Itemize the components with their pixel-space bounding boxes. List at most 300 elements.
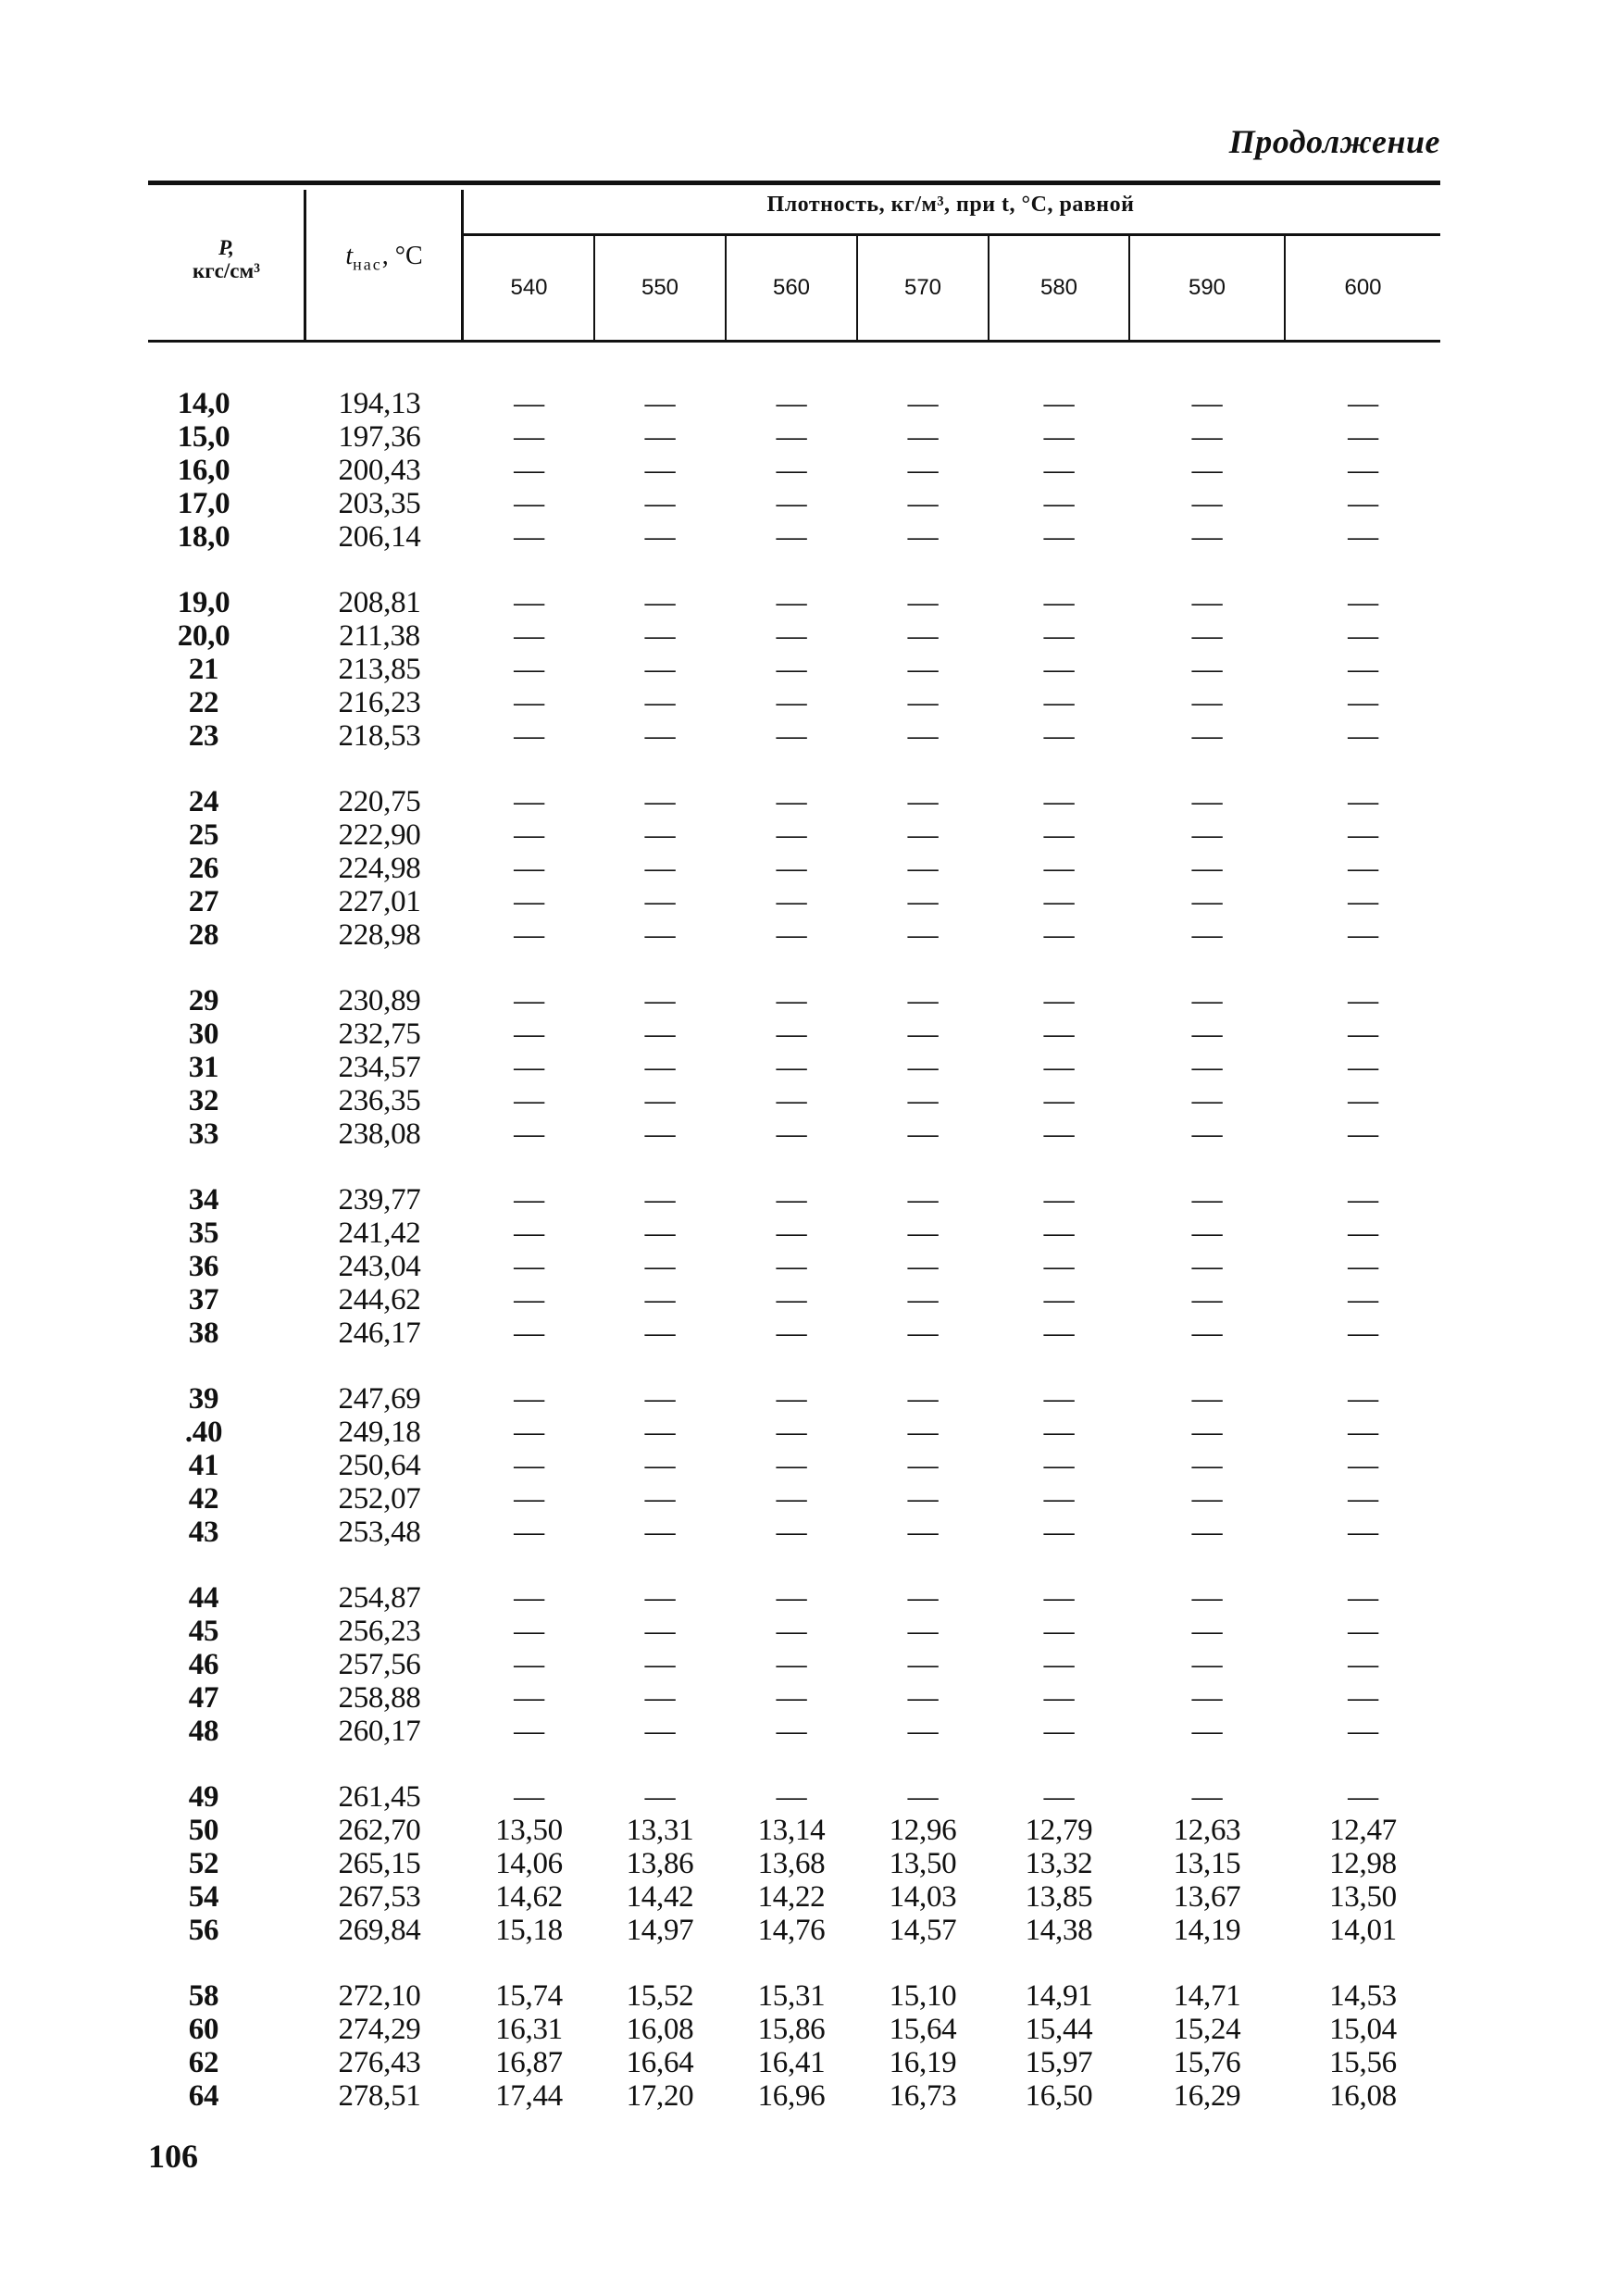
density-cell: — xyxy=(1043,487,1075,520)
column-header: 590 xyxy=(1188,275,1226,300)
density-cell: — xyxy=(644,852,676,885)
density-cell: 12,63 xyxy=(1173,1814,1241,1847)
density-cell: — xyxy=(907,1516,939,1549)
saturation-temp-cell: 197,36 xyxy=(338,420,421,454)
density-cell: 16,96 xyxy=(757,2079,826,2113)
density-cell: 16,08 xyxy=(626,2013,694,2046)
density-cell: — xyxy=(1043,1780,1075,1814)
density-cell: — xyxy=(1191,984,1223,1017)
density-cell: — xyxy=(514,1217,544,1250)
saturation-temp-cell: 272,10 xyxy=(338,1979,421,2013)
table-row xyxy=(0,454,1618,487)
density-cell: — xyxy=(644,719,676,753)
density-cell: 16,50 xyxy=(1025,2079,1093,2113)
density-cell: — xyxy=(644,420,676,454)
density-cell: — xyxy=(1043,852,1075,885)
density-cell: — xyxy=(644,686,676,719)
table-row xyxy=(0,586,1618,619)
table-row xyxy=(0,1316,1618,1350)
density-cell: 15,44 xyxy=(1025,2013,1093,2046)
density-cell: — xyxy=(1348,1017,1378,1051)
pressure-cell: 60 xyxy=(188,2013,219,2046)
table-row xyxy=(0,1715,1618,1748)
pressure-cell: 44 xyxy=(188,1581,219,1615)
density-cell: — xyxy=(1043,619,1075,653)
density-cell: 14,01 xyxy=(1329,1914,1397,1947)
table-row xyxy=(0,1780,1618,1814)
density-cell: — xyxy=(1191,619,1223,653)
density-cell: — xyxy=(776,1283,807,1316)
density-cell: — xyxy=(1348,1482,1378,1516)
table-row xyxy=(0,1814,1618,1847)
group-underline-rule xyxy=(463,233,1440,236)
density-cell: 15,24 xyxy=(1173,2013,1241,2046)
density-cell: 16,29 xyxy=(1173,2079,1241,2113)
density-cell: — xyxy=(644,1051,676,1084)
pressure-cell: 30 xyxy=(188,1017,219,1051)
density-cell: — xyxy=(514,520,544,554)
density-cell: — xyxy=(1348,619,1378,653)
density-cell: — xyxy=(1191,1250,1223,1283)
table-row xyxy=(0,686,1618,719)
density-cell: — xyxy=(776,487,807,520)
density-cell: — xyxy=(1043,1250,1075,1283)
density-cell: — xyxy=(776,1117,807,1151)
density-cell: — xyxy=(776,885,807,918)
saturation-temp-cell: 208,81 xyxy=(338,586,421,619)
density-cell: — xyxy=(1348,387,1378,420)
density-cell: — xyxy=(1191,420,1223,454)
pressure-cell: 29 xyxy=(188,984,219,1017)
density-cell: — xyxy=(644,1316,676,1350)
density-cell: 14,38 xyxy=(1025,1914,1093,1947)
density-cell: — xyxy=(907,1581,939,1615)
density-cell: 15,74 xyxy=(495,1979,563,2013)
table-row xyxy=(0,1847,1618,1880)
density-cell: — xyxy=(644,1250,676,1283)
pressure-cell: 36 xyxy=(188,1250,219,1283)
density-cell: — xyxy=(644,984,676,1017)
density-cell: — xyxy=(644,520,676,554)
density-cell: — xyxy=(1348,1183,1378,1217)
density-cell: — xyxy=(776,1648,807,1681)
saturation-temp-cell: 222,90 xyxy=(338,818,421,852)
density-cell: — xyxy=(644,1117,676,1151)
density-cell: — xyxy=(776,686,807,719)
density-cell: 13,85 xyxy=(1025,1880,1093,1914)
density-cell: — xyxy=(1191,686,1223,719)
density-cell: — xyxy=(644,1416,676,1449)
density-cell: — xyxy=(1191,1648,1223,1681)
density-cell: — xyxy=(1348,653,1378,686)
density-cell: 14,19 xyxy=(1173,1914,1241,1947)
pressure-cell: 14,0 xyxy=(177,387,230,420)
density-cell: 15,10 xyxy=(889,1979,957,2013)
saturation-temp-cell: 216,23 xyxy=(338,686,421,719)
saturation-temp-cell: 257,56 xyxy=(338,1648,421,1681)
density-cell: — xyxy=(1191,586,1223,619)
pressure-header xyxy=(150,236,303,283)
pressure-cell: 48 xyxy=(188,1715,219,1748)
saturation-temp-cell: 249,18 xyxy=(338,1416,421,1449)
density-cell: 15,97 xyxy=(1025,2046,1093,2079)
density-cell: 16,31 xyxy=(495,2013,563,2046)
density-cell: 13,32 xyxy=(1025,1847,1093,1880)
pressure-cell: 58 xyxy=(188,1979,219,2013)
saturation-temp-cell: 260,17 xyxy=(338,1715,421,1748)
density-cell: — xyxy=(1348,487,1378,520)
saturation-temp-cell: 234,57 xyxy=(338,1051,421,1084)
table-row xyxy=(0,885,1618,918)
saturation-temp-cell: 247,69 xyxy=(338,1382,421,1416)
saturation-temp-cell: 218,53 xyxy=(338,719,421,753)
saturation-temp-cell: 256,23 xyxy=(338,1615,421,1648)
density-cell: 15,04 xyxy=(1329,2013,1397,2046)
pressure-cell: 19,0 xyxy=(177,586,230,619)
pressure-cell: 56 xyxy=(188,1914,219,1947)
table-row xyxy=(0,1516,1618,1549)
density-cell: — xyxy=(1348,1316,1378,1350)
density-cell: — xyxy=(1043,1217,1075,1250)
density-cell: — xyxy=(1043,1316,1075,1350)
density-cell: — xyxy=(1348,420,1378,454)
density-cell: 14,97 xyxy=(626,1914,694,1947)
table-row xyxy=(0,785,1618,818)
table-row xyxy=(0,1250,1618,1283)
density-cell: 16,73 xyxy=(889,2079,957,2113)
density-cell: — xyxy=(1191,1449,1223,1482)
density-cell: — xyxy=(514,653,544,686)
density-cell: — xyxy=(776,454,807,487)
pressure-cell: 34 xyxy=(188,1183,219,1217)
saturation-temp-cell: 230,89 xyxy=(338,984,421,1017)
density-cell: — xyxy=(907,1250,939,1283)
density-cell: 14,62 xyxy=(495,1880,563,1914)
pressure-cell: 31 xyxy=(188,1051,219,1084)
saturation-temp-cell: 220,75 xyxy=(338,785,421,818)
density-cell: — xyxy=(907,1648,939,1681)
table-row xyxy=(0,1449,1618,1482)
density-cell: — xyxy=(514,487,544,520)
density-cell: 13,31 xyxy=(626,1814,694,1847)
density-cell: — xyxy=(907,1316,939,1350)
density-cell: — xyxy=(1043,1183,1075,1217)
density-cell: 14,57 xyxy=(889,1914,957,1947)
density-cell: — xyxy=(1348,1681,1378,1715)
saturation-temp-cell: 254,87 xyxy=(338,1581,421,1615)
column-header: 570 xyxy=(903,275,942,300)
density-cell: — xyxy=(907,586,939,619)
density-cell: — xyxy=(514,1117,544,1151)
density-cell: — xyxy=(776,1516,807,1549)
table-row xyxy=(0,1217,1618,1250)
density-cell: — xyxy=(907,1615,939,1648)
density-cell: — xyxy=(1043,1117,1075,1151)
table-row xyxy=(0,1648,1618,1681)
table-row xyxy=(0,2013,1618,2046)
density-cell: — xyxy=(776,1250,807,1283)
density-cell: — xyxy=(1348,1084,1378,1117)
density-cell: — xyxy=(644,454,676,487)
table-row xyxy=(0,818,1618,852)
density-cell: — xyxy=(776,1183,807,1217)
table-top-rule xyxy=(148,181,1440,185)
density-cell: — xyxy=(907,1715,939,1748)
pressure-cell: 20,0 xyxy=(177,619,230,653)
table-row xyxy=(0,1880,1618,1914)
density-cell: — xyxy=(1348,454,1378,487)
table-row xyxy=(0,1084,1618,1117)
density-cell: 12,47 xyxy=(1329,1814,1397,1847)
density-cell: — xyxy=(514,1051,544,1084)
saturation-temp-cell: 227,01 xyxy=(338,885,421,918)
density-cell: — xyxy=(1191,1017,1223,1051)
density-cell: — xyxy=(514,1017,544,1051)
density-cell: — xyxy=(776,653,807,686)
density-cell: — xyxy=(644,1084,676,1117)
density-cell: — xyxy=(644,1382,676,1416)
density-cell: — xyxy=(514,387,544,420)
saturation-temp-cell: 200,43 xyxy=(338,454,421,487)
density-cell: — xyxy=(644,1183,676,1217)
density-cell: — xyxy=(776,1681,807,1715)
density-cell: — xyxy=(776,785,807,818)
density-cell: 14,03 xyxy=(889,1880,957,1914)
column-header: 560 xyxy=(772,275,811,300)
density-cell: — xyxy=(1043,1681,1075,1715)
density-cell: — xyxy=(1043,1648,1075,1681)
density-cell: — xyxy=(1043,918,1075,952)
pressure-cell: 37 xyxy=(188,1283,219,1316)
density-cell: — xyxy=(1348,1382,1378,1416)
density-cell: — xyxy=(644,619,676,653)
density-cell: — xyxy=(514,1615,544,1648)
density-cell: — xyxy=(907,1084,939,1117)
density-cell: — xyxy=(1348,1715,1378,1748)
density-cell: — xyxy=(644,1017,676,1051)
temp-symbol: t xyxy=(345,242,354,270)
pressure-cell: 15,0 xyxy=(177,420,230,454)
density-cell: — xyxy=(514,420,544,454)
density-cell: 15,18 xyxy=(495,1914,563,1947)
density-cell: — xyxy=(776,852,807,885)
density-cell: — xyxy=(1191,387,1223,420)
saturation-temp-cell: 253,48 xyxy=(338,1516,421,1549)
density-cell: — xyxy=(514,885,544,918)
density-cell: — xyxy=(1191,852,1223,885)
temp-subscript: нас xyxy=(353,255,382,274)
table-row xyxy=(0,619,1618,653)
saturation-temp-cell: 194,13 xyxy=(338,387,421,420)
density-cell: 15,52 xyxy=(626,1979,694,2013)
density-cell: — xyxy=(1348,586,1378,619)
pressure-cell: 46 xyxy=(188,1648,219,1681)
header-bottom-rule xyxy=(148,340,1440,343)
table-row xyxy=(0,918,1618,952)
density-cell: — xyxy=(776,1017,807,1051)
table-row xyxy=(0,420,1618,454)
saturation-temp-cell: 246,17 xyxy=(338,1316,421,1350)
pressure-cell: 27 xyxy=(188,885,219,918)
page-number: 106 xyxy=(148,2138,198,2175)
density-cell: — xyxy=(907,420,939,454)
saturation-temp-cell: 261,45 xyxy=(338,1780,421,1814)
density-cell: — xyxy=(907,1017,939,1051)
density-cell: — xyxy=(907,852,939,885)
density-cell: — xyxy=(1191,1183,1223,1217)
density-cell: — xyxy=(1348,852,1378,885)
table-row xyxy=(0,1117,1618,1151)
density-cell: — xyxy=(1191,1516,1223,1549)
pressure-cell: 33 xyxy=(188,1117,219,1151)
density-cell: — xyxy=(776,1217,807,1250)
density-cell: 14,22 xyxy=(757,1880,826,1914)
density-cell: — xyxy=(514,818,544,852)
density-cell: — xyxy=(1043,387,1075,420)
density-cell: — xyxy=(1043,818,1075,852)
density-cell: — xyxy=(776,1780,807,1814)
pressure-cell: 42 xyxy=(188,1482,219,1516)
density-cell: — xyxy=(514,1780,544,1814)
pressure-cell: 38 xyxy=(188,1316,219,1350)
density-cell: — xyxy=(1043,885,1075,918)
density-cell: — xyxy=(1191,1051,1223,1084)
pressure-cell: 50 xyxy=(188,1814,219,1847)
pressure-cell: 45 xyxy=(188,1615,219,1648)
density-cell: 16,87 xyxy=(495,2046,563,2079)
density-cell: — xyxy=(1043,785,1075,818)
density-cell: — xyxy=(1348,1516,1378,1549)
density-cell: — xyxy=(907,1780,939,1814)
density-cell: — xyxy=(1043,984,1075,1017)
density-cell: — xyxy=(1348,1217,1378,1250)
saturation-temp-cell: 262,70 xyxy=(338,1814,421,1847)
density-cell: — xyxy=(1191,1581,1223,1615)
density-cell: — xyxy=(1043,420,1075,454)
density-cell: 15,86 xyxy=(757,2013,826,2046)
density-cell: — xyxy=(1191,1316,1223,1350)
density-cell: — xyxy=(1191,653,1223,686)
pressure-cell: 22 xyxy=(188,686,219,719)
density-cell: — xyxy=(907,818,939,852)
density-cell: — xyxy=(907,487,939,520)
density-cell: — xyxy=(1043,1017,1075,1051)
table-row xyxy=(0,653,1618,686)
pressure-cell: 62 xyxy=(188,2046,219,2079)
density-cell: 16,08 xyxy=(1329,2079,1397,2113)
density-cell: — xyxy=(1348,818,1378,852)
density-cell: — xyxy=(1348,1615,1378,1648)
density-cell: — xyxy=(1191,1382,1223,1416)
density-cell: — xyxy=(907,686,939,719)
saturation-temp-cell: 278,51 xyxy=(338,2079,421,2113)
density-cell: 13,50 xyxy=(889,1847,957,1880)
density-cell: — xyxy=(644,1715,676,1748)
density-cell: — xyxy=(514,1482,544,1516)
pressure-cell: 49 xyxy=(188,1780,219,1814)
density-cell: — xyxy=(1043,1382,1075,1416)
density-cell: — xyxy=(644,1681,676,1715)
density-cell: 15,56 xyxy=(1329,2046,1397,2079)
density-cell: — xyxy=(644,1217,676,1250)
density-cell: — xyxy=(644,885,676,918)
pressure-cell: 35 xyxy=(188,1217,219,1250)
saturation-temp-cell: 228,98 xyxy=(338,918,421,952)
table-row xyxy=(0,984,1618,1017)
pressure-cell: 28 xyxy=(188,918,219,952)
density-cell: — xyxy=(1043,1516,1075,1549)
density-cell: — xyxy=(907,885,939,918)
density-cell: 13,68 xyxy=(757,1847,826,1880)
density-cell: — xyxy=(1348,984,1378,1017)
table-row xyxy=(0,487,1618,520)
saturation-temp-cell: 244,62 xyxy=(338,1283,421,1316)
density-cell: — xyxy=(644,387,676,420)
density-cell: 12,79 xyxy=(1025,1814,1093,1847)
saturation-temp-cell: 211,38 xyxy=(339,619,420,653)
density-cell: — xyxy=(907,1382,939,1416)
density-cell: — xyxy=(1191,719,1223,753)
pressure-cell: 47 xyxy=(188,1681,219,1715)
density-cell: — xyxy=(514,852,544,885)
density-cell: — xyxy=(1348,719,1378,753)
density-cell: — xyxy=(907,1051,939,1084)
column-header: 540 xyxy=(510,275,548,300)
density-cell: — xyxy=(1348,1117,1378,1151)
density-cell: — xyxy=(514,686,544,719)
density-cell: — xyxy=(1348,686,1378,719)
density-cell: — xyxy=(776,387,807,420)
density-cell: — xyxy=(776,520,807,554)
density-cell: 14,91 xyxy=(1025,1979,1093,2013)
table-row xyxy=(0,1017,1618,1051)
saturation-temp-cell: 252,07 xyxy=(338,1482,421,1516)
density-cell: — xyxy=(514,785,544,818)
pressure-cell: 64 xyxy=(188,2079,219,2113)
density-cell: — xyxy=(776,984,807,1017)
density-cell: — xyxy=(776,586,807,619)
density-cell: — xyxy=(514,1581,544,1615)
density-cell: — xyxy=(907,785,939,818)
density-cell: — xyxy=(907,1183,939,1217)
table-row xyxy=(0,1615,1618,1648)
density-cell: — xyxy=(776,918,807,952)
density-cell: — xyxy=(1191,785,1223,818)
density-cell: — xyxy=(1348,1449,1378,1482)
density-cell: — xyxy=(514,586,544,619)
density-cell: — xyxy=(907,1681,939,1715)
table-row xyxy=(0,1382,1618,1416)
pressure-cell: 23 xyxy=(188,719,219,753)
density-cell: — xyxy=(776,1416,807,1449)
density-cell: 13,15 xyxy=(1173,1847,1241,1880)
density-cell: — xyxy=(644,487,676,520)
density-cell: — xyxy=(1043,1615,1075,1648)
density-cell: — xyxy=(1191,520,1223,554)
density-cell: — xyxy=(776,1051,807,1084)
saturation-temp-cell: 276,43 xyxy=(338,2046,421,2079)
pressure-cell: 26 xyxy=(188,852,219,885)
density-cell: — xyxy=(1191,1283,1223,1316)
table-row xyxy=(0,719,1618,753)
density-cell: — xyxy=(1191,1715,1223,1748)
density-cell: — xyxy=(1348,1283,1378,1316)
pressure-cell: 43 xyxy=(188,1516,219,1549)
continued-label: Продолжение xyxy=(1228,123,1440,160)
density-cell: — xyxy=(644,653,676,686)
density-cell: — xyxy=(514,1648,544,1681)
density-cell: 14,76 xyxy=(757,1914,826,1947)
